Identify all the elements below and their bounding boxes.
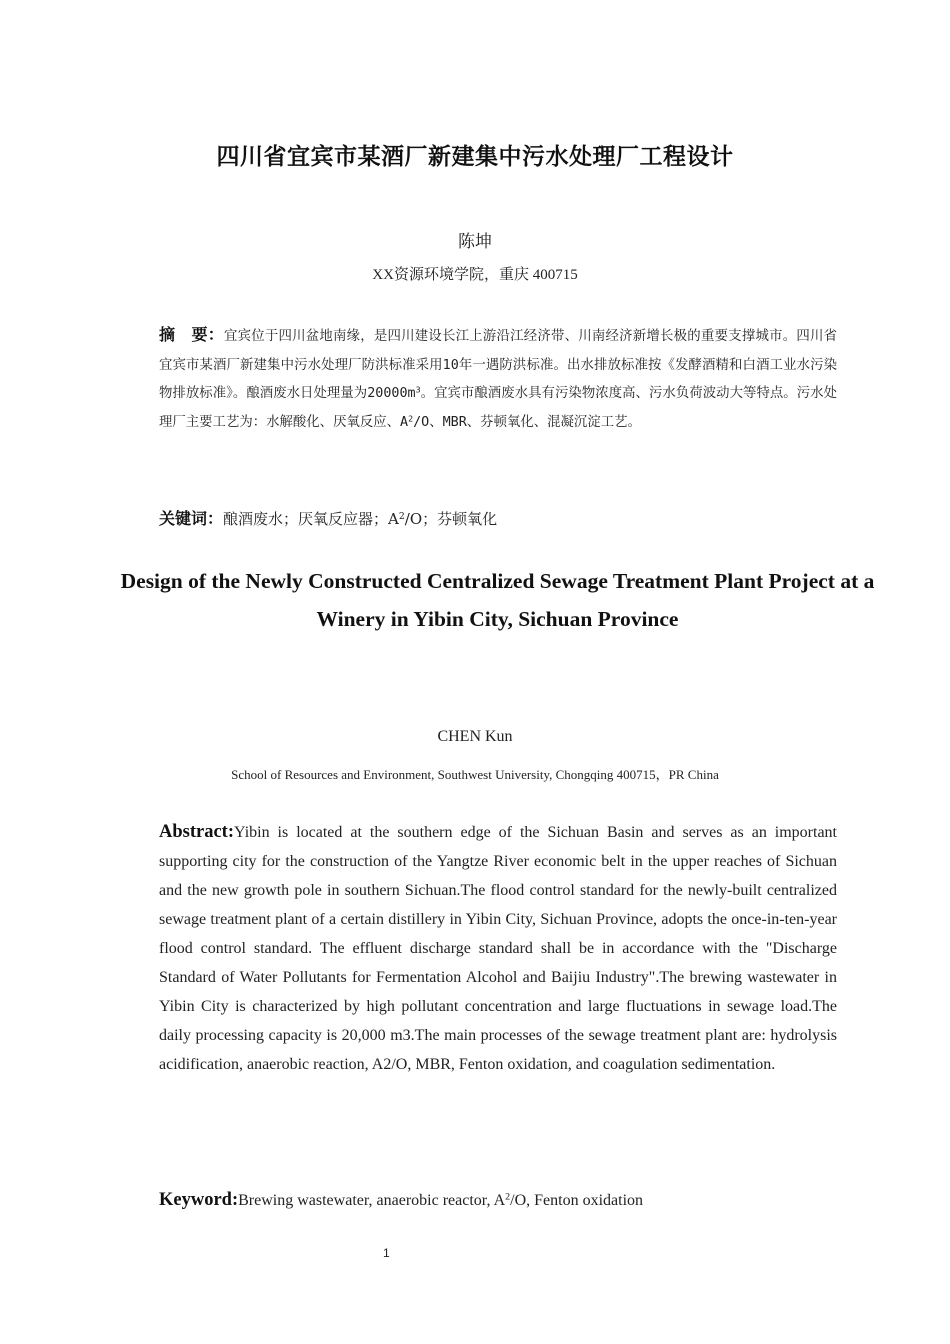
chinese-author: 陈坤 [458, 232, 492, 252]
chinese-title: 四川省宜宾市某酒厂新建集中污水处理厂工程设计 [216, 144, 734, 170]
chinese-abstract-label: 摘 要： [159, 325, 224, 344]
chinese-abstract-sup-2: 2 [408, 413, 414, 424]
chinese-keywords-text-1: 酿酒废水；厌氧反应器；A [223, 510, 399, 528]
chinese-keywords-label: 关键词： [159, 509, 224, 528]
english-abstract [159, 818, 837, 1079]
english-keywords-sup: 2 [505, 1191, 511, 1203]
chinese-keywords [159, 506, 497, 529]
chinese-abstract [159, 321, 837, 437]
english-affiliation: School of Resources and Environment, Southwest University, Chongqing 400715，PR China [231, 767, 719, 782]
english-abstract-text: Yibin is located at the southern edge of the Sichuan Basin and serves as an important supporting city for the construction of the Yangtze River economic belt in the upper reaches of Sichuan and the new growth pole in southern Sichuan.The flood control standard for the newly-built centralized sewage treatment plant of a certain distillery in Yibin City, Sichuan Province, adopts the once-in-ten-year flood control standard. The effluent discharge standard shall be in accordance with the "Discharge Standard of Water Pollutants for Fermentation Alcohol and Baijiu Industry".The brewing wastewater in Yibin City is characterized by high pollutant concentration and large fluctuations in sewage load.The daily processing capacity is 20,000 m3.The main processes of the sewage treatment plant are: hydrolysis acidification, anaerobic reaction, A2/O, MBR, Fenton oxidation, and coagulation sedimentation. [159, 824, 837, 1073]
english-abstract-label: Abstract: [159, 822, 235, 842]
english-title: Design of the Newly Constructed Centralized Sewage Treatment Plant Project at a Winery in Yibin City, Sichuan Province [120, 569, 875, 631]
english-keywords [159, 1190, 643, 1211]
chinese-keywords-sup: 2 [398, 510, 405, 522]
english-keywords-label: Keyword: [159, 1190, 239, 1210]
chinese-abstract-text-1: 宜宾位于四川盆地南缘，是四川建设长江上游沿江经济带、川南经济新增长极的重要支撑城市。四川省宜宾市某酒厂新建集中污水处理厂防洪标准采用10年一遇防洪标准。出水排放标准按《发酵酒精和白酒工业水污染物排放标准》。酿酒废水日处理量为20000m [159, 329, 837, 402]
page-number: 1 [383, 1246, 390, 1260]
chinese-affiliation: XX资源环境学院，重庆 400715 [372, 267, 578, 283]
chinese-abstract-text-2: 。宜宾市酿酒废水具有污染物浓度高、污水负荷波动大等特点。污水处理厂主要工艺为：水解酸化、厌氧反应、A [159, 386, 837, 430]
chinese-abstract-sup-1: 3 [415, 384, 421, 395]
chinese-keywords-text-2: /O；芬顿氧化 [404, 510, 498, 528]
english-keywords-text-2: /O, Fenton oxidation [510, 1192, 644, 1209]
english-keywords-text-1: Brewing wastewater, anaerobic reactor, A [238, 1192, 506, 1209]
english-author: CHEN Kun [437, 728, 513, 745]
chinese-abstract-text-3: /O、MBR、芬顿氧化、混凝沉淀工艺。 [413, 414, 641, 430]
